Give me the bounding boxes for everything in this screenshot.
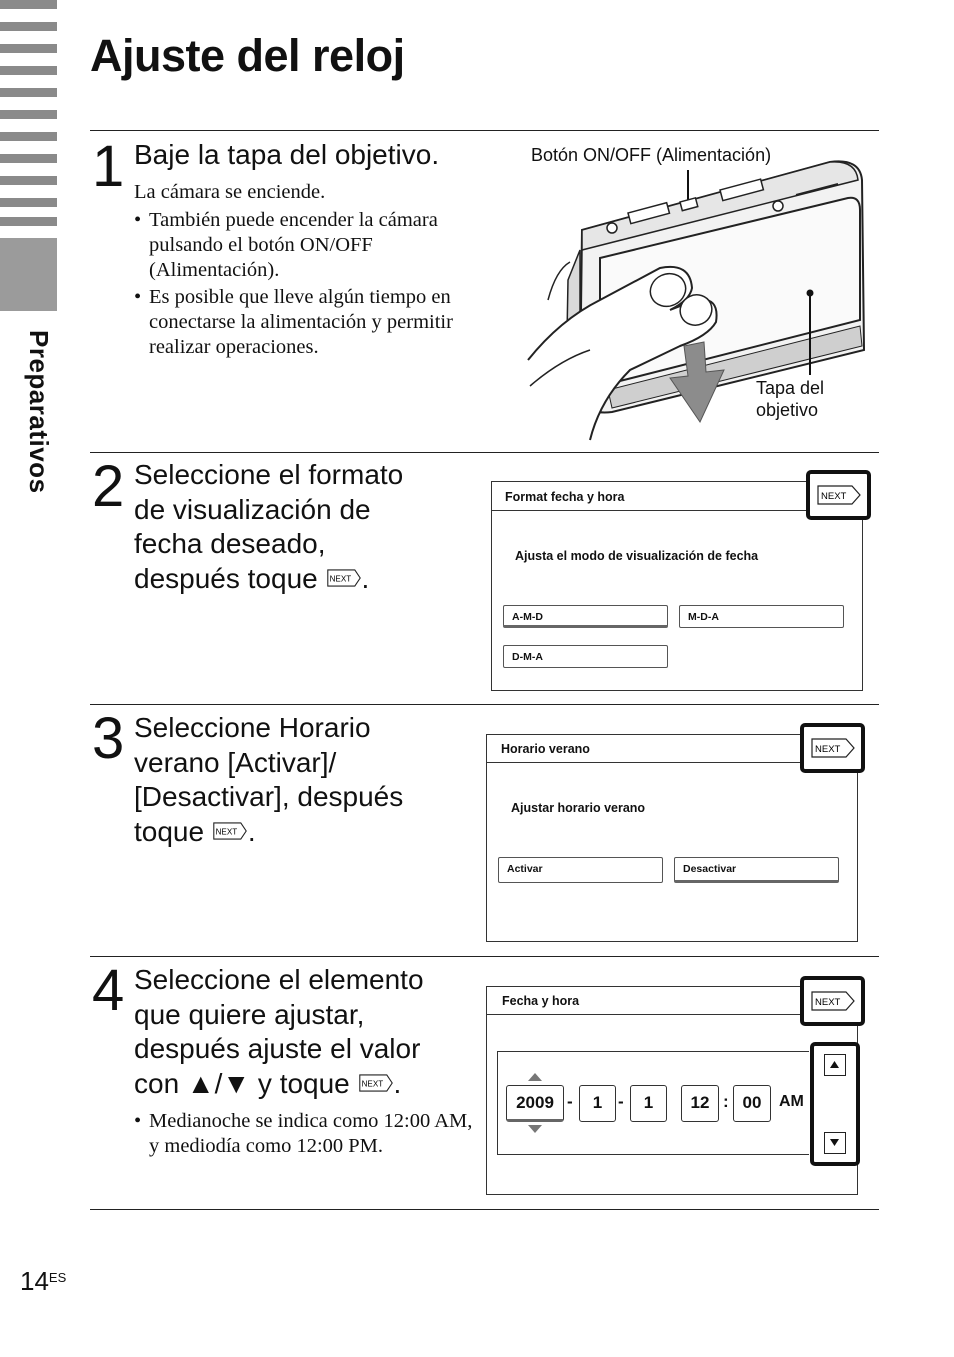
next-icon-text: NEXT <box>815 744 841 755</box>
tab-stripe <box>0 198 57 207</box>
next-icon <box>212 821 248 841</box>
step-number: 2 <box>92 454 123 519</box>
option-m-d-a[interactable]: M-D-A <box>679 605 844 628</box>
next-icon <box>358 1073 394 1093</box>
heading-line: que quiere ajustar, <box>134 998 365 1030</box>
bullet-item: • También puede encender la cámara pulsando el botón ON/OFF (Alimentación). <box>134 208 484 283</box>
page-number-value: 14 <box>20 1266 49 1296</box>
heading-line: Seleccione el elemento <box>134 964 424 995</box>
divider <box>90 956 879 957</box>
up-button[interactable] <box>824 1054 846 1076</box>
day-field[interactable]: 1 <box>630 1085 667 1122</box>
tab-stripe <box>0 88 57 97</box>
tab-stripe <box>0 22 57 31</box>
screen-title: Format fecha y hora <box>505 490 625 504</box>
year-field[interactable]: 2009 <box>506 1085 564 1122</box>
step-body: La cámara se enciende. <box>134 181 326 203</box>
screen-title-rule <box>487 1014 803 1015</box>
screen-title-rule <box>492 510 810 511</box>
date-separator: - <box>618 1092 624 1111</box>
lens-cover-callout: Tapa del objetivo <box>756 378 825 420</box>
next-icon <box>810 474 867 516</box>
next-icon-text: NEXT <box>821 491 847 502</box>
tab-stripe <box>0 0 57 9</box>
step-heading <box>134 963 424 1101</box>
up-caret-icon <box>527 1072 543 1082</box>
next-icon <box>804 980 861 1022</box>
option-desactivar[interactable]: Desactivar <box>674 857 839 883</box>
minute-field[interactable]: 00 <box>733 1085 771 1122</box>
tab-stripe <box>0 217 57 226</box>
page-number-suffix: ES <box>48 1270 67 1285</box>
step-bullets <box>134 1109 474 1159</box>
tab-active-block <box>0 238 57 311</box>
heading-text: con ▲/▼ y toque <box>134 1067 350 1099</box>
option-activar[interactable]: Activar <box>498 857 663 883</box>
step-heading <box>134 711 403 849</box>
tab-stripe <box>0 66 57 75</box>
time-separator: : <box>723 1092 729 1111</box>
divider <box>90 452 879 453</box>
next-button[interactable] <box>806 470 871 520</box>
screen-title-rule <box>487 762 803 763</box>
step-heading <box>134 458 403 596</box>
heading-line: [Desactivar], después <box>134 781 404 812</box>
divider <box>90 704 879 705</box>
camera-illustration <box>520 150 880 450</box>
page-number <box>20 1266 66 1297</box>
heading-text: después toque <box>134 562 318 594</box>
ampm-label[interactable]: AM <box>779 1093 804 1110</box>
screen-title: Fecha y hora <box>502 994 580 1008</box>
heading-line: de visualización de <box>134 493 371 525</box>
next-icon-text: NEXT <box>329 574 351 584</box>
divider <box>90 130 879 131</box>
heading-line: después ajuste el valor <box>134 1033 421 1064</box>
heading-text: toque <box>134 815 205 847</box>
next-icon <box>326 568 362 588</box>
step-bullets <box>134 208 484 360</box>
heading-line: después toque NEXT . <box>134 562 370 594</box>
screen-message: Ajustar horario verano <box>511 801 646 815</box>
power-button-callout: Botón ON/OFF (Alimentación) <box>531 145 772 165</box>
option-a-m-d[interactable]: A-M-D <box>503 605 668 628</box>
month-field[interactable]: 1 <box>579 1085 616 1122</box>
next-icon-text: NEXT <box>815 997 841 1008</box>
hour-field[interactable]: 12 <box>681 1085 719 1122</box>
step-number: 1 <box>92 134 123 199</box>
tab-stripe <box>0 176 57 185</box>
divider <box>90 1209 879 1210</box>
heading-line: Seleccione el formato <box>134 459 404 490</box>
bullet-item: • Medianoche se indica como 12:00 AM, y mediodía como 12:00 PM. <box>134 1109 474 1159</box>
option-d-m-a[interactable]: D-M-A <box>503 645 668 668</box>
down-button[interactable] <box>824 1132 846 1154</box>
step-number: 3 <box>92 706 123 771</box>
next-button[interactable] <box>800 976 865 1026</box>
page-title: Ajuste del reloj <box>90 30 405 81</box>
tab-stripe <box>0 44 57 53</box>
next-icon-text: NEXT <box>215 827 238 837</box>
step-number: 4 <box>92 958 123 1023</box>
tab-stripe <box>0 154 57 163</box>
heading-line: Seleccione Horario <box>134 712 371 743</box>
bullet-item: • Es posible que lleve algún tiempo en conectarse la alimentación y permitir realizar operaciones. <box>134 285 484 360</box>
heading-line: verano [Activar]/ <box>134 746 337 778</box>
screen-title: Horario verano <box>501 742 590 756</box>
heading-line: toque NEXT . <box>134 815 256 847</box>
next-icon <box>804 727 861 769</box>
screen-message: Ajusta el modo de visualización de fecha <box>515 549 759 563</box>
tab-stripe <box>0 110 57 119</box>
tab-stripe <box>0 132 57 141</box>
section-tab-label <box>20 330 60 510</box>
up-arrow-icon <box>825 1055 844 1074</box>
step-heading: Baje la tapa del objetivo. <box>134 139 440 170</box>
down-arrow-icon <box>825 1133 844 1152</box>
date-separator: - <box>567 1092 573 1111</box>
next-icon-text: NEXT <box>361 1079 383 1089</box>
heading-line: con ▲/▼ y toque NEXT . <box>134 1067 402 1099</box>
down-caret-icon <box>527 1124 543 1134</box>
next-button[interactable] <box>800 723 865 773</box>
up-down-control <box>810 1042 860 1166</box>
section-tab-text: Preparativos <box>24 330 54 494</box>
heading-line: fecha deseado, <box>134 528 326 559</box>
